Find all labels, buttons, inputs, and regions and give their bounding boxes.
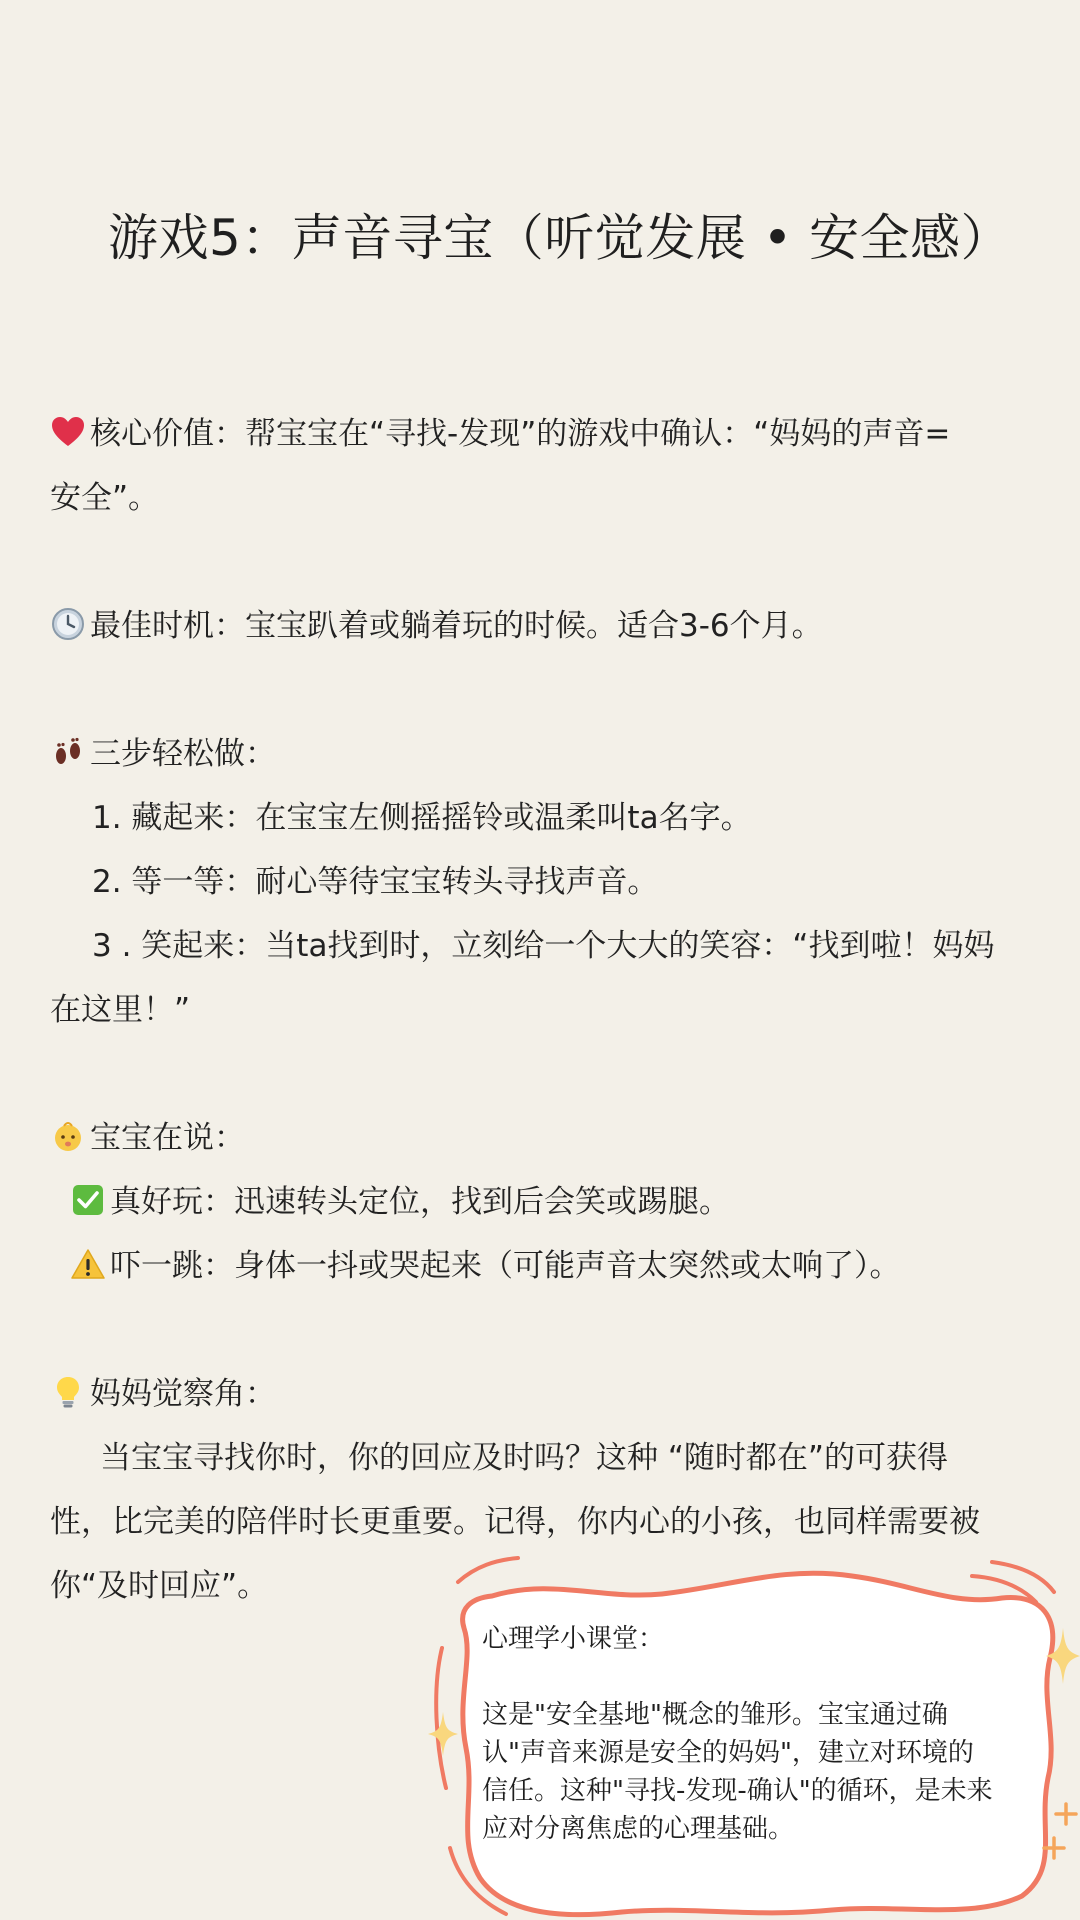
article-body: [50, 402, 1010, 1618]
step-1: 1. 藏起来：在宝宝左侧摇摇铃或温柔叫ta名字。: [92, 800, 752, 836]
mom-corner-line-3: 你“及时回应”。: [50, 1568, 269, 1604]
baby-face-icon: [50, 1118, 86, 1154]
mom-corner-line-1: 当宝宝寻找你时，你的回应及时吗？这种 “随时都在”的可获得: [100, 1440, 948, 1476]
plus-icon-small: [1042, 1836, 1066, 1860]
callout-line-2: 认"声音来源是安全的妈妈"，建立对环境的: [482, 1738, 974, 1768]
scared-reaction-line: [50, 1234, 1010, 1298]
core-value-line-2: 安全”。: [50, 480, 160, 516]
best-time-line: [50, 594, 1010, 658]
step-3: 3 . 笑起来：当ta找到时，立刻给一个大大的笑容：“找到啦！妈妈: [92, 928, 995, 964]
page-title: 游戏5：声音寻宝（听觉发展 • 安全感）: [108, 209, 1012, 267]
callout-line-3: 信任。这种"寻找-发现-确认"的循环，是未来: [482, 1776, 993, 1806]
scared-reaction-text: 吓一跳：身体一抖或哭起来（可能声音太突然或太响了）。: [110, 1248, 901, 1284]
light-bulb-icon: [50, 1374, 86, 1410]
warning-icon: [70, 1246, 106, 1282]
mom-corner-heading: 妈妈觉察角：: [90, 1376, 276, 1412]
core-value-text: 核心价值：帮宝宝在“寻找-发现”的游戏中确认：“妈妈的声音=: [90, 416, 951, 452]
footprints-icon: [50, 734, 86, 770]
good-reaction-text: 真好玩：迅速转头定位，找到后会笑或踢腿。: [110, 1184, 730, 1220]
sparkle-icon-large: [1046, 1628, 1080, 1684]
callout-line-4: 应对分离焦虑的心理基础。: [482, 1814, 795, 1844]
step-2: 2. 等一等：耐心等待宝宝转头寻找声音。: [92, 864, 659, 900]
plus-icon: [1054, 1802, 1078, 1826]
callout-text: [482, 1620, 1022, 1848]
sparkle-icon: [428, 1712, 458, 1756]
callout-line-1: 这是"安全基地"概念的雏形。宝宝通过确: [482, 1700, 948, 1730]
clock-icon: [50, 606, 86, 642]
best-time-text: 最佳时机：宝宝趴着或躺着玩的时候。适合3-6个月。: [90, 608, 823, 644]
baby-says-heading-line: [50, 1106, 1010, 1170]
good-reaction-line: [50, 1170, 1010, 1234]
mom-corner-heading-line: [50, 1362, 1010, 1426]
core-value-line: [50, 402, 1010, 466]
heart-icon: [50, 414, 86, 450]
step-3-continued: 在这里！”: [50, 992, 191, 1028]
baby-says-heading: 宝宝在说：: [90, 1120, 245, 1156]
steps-heading: 三步轻松做：: [90, 736, 276, 772]
psychology-callout: [432, 1548, 1080, 1920]
callout-heading: 心理学小课堂：: [482, 1624, 665, 1654]
steps-heading-line: [50, 722, 1010, 786]
check-mark-icon: [70, 1182, 106, 1218]
mom-corner-line-2: 性，比完美的陪伴时长更重要。记得，你内心的小孩，也同样需要被: [50, 1504, 980, 1540]
